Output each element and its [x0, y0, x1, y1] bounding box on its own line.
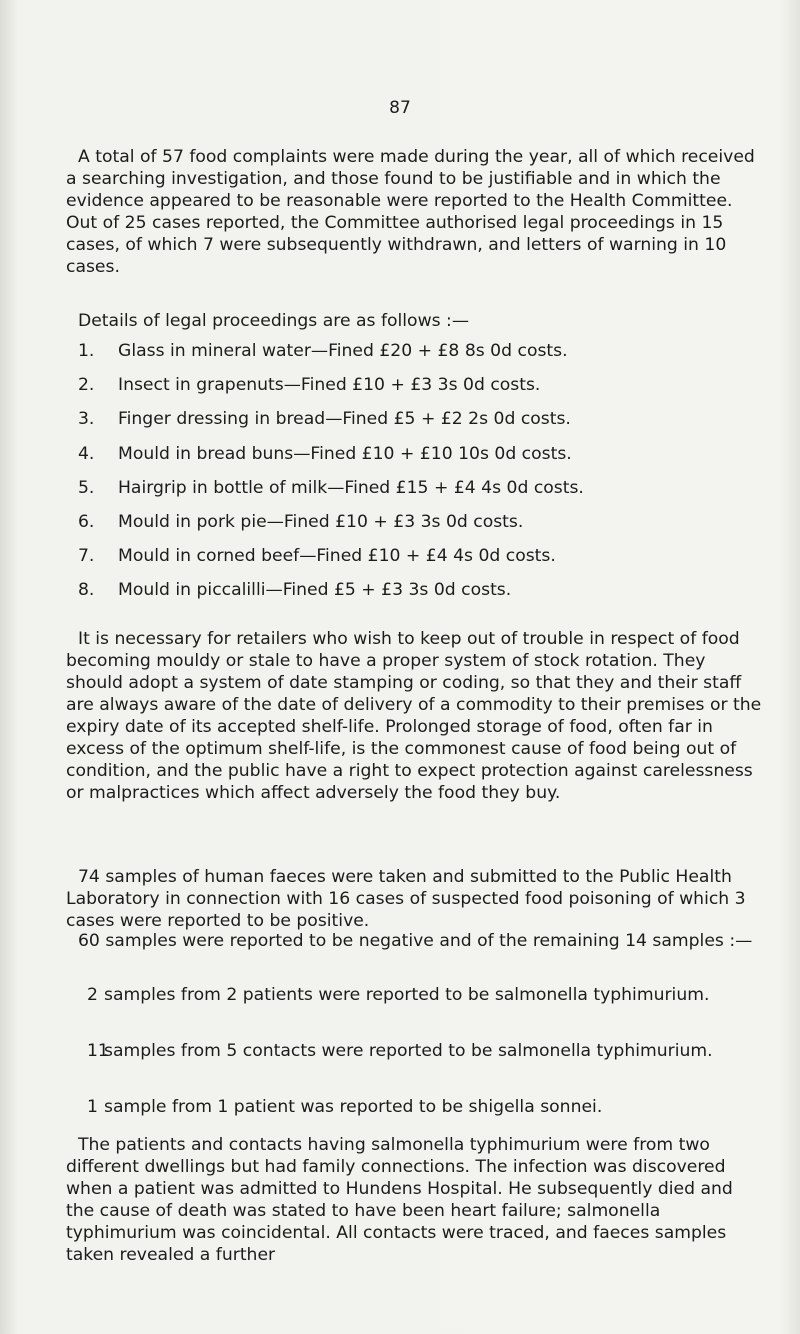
- sample-count: 11: [87, 1041, 109, 1061]
- sample-result-item: [87, 1096, 764, 1118]
- list-item: [78, 443, 584, 477]
- paragraph-stock-rotation: It is necessary for retailers who wish to keep out of trouble in respect of food becoming mouldy or stale to have a proper system of stock rotation. They should adopt a system of date stamping or coding, so that they and their staff are always aware of the date of delivery of a commodity to their premises or the expiry date of its accepted shelf-life. Prolonged storage of food, often far in excess of the optimum shelf-life, is the commonest cause of food being out of condition, and the public have a right to expect protection against carelessness or malpractices which affect adversely the food they buy.: [66, 629, 762, 803]
- paragraph-food-complaints: A total of 57 food complaints were made during the year, all of which received a searching investigation, and those found to be justifiable and in which the evidence appeared to be reasonable were reported to the Health Committee. Out of 25 cases reported, the Committee authorised legal proceedings in 15 cases, of which 7 were subsequently withdrawn, and letters of warning in 10 cases.: [66, 147, 755, 277]
- item-text: Glass in mineral water—Fined £20 + £8 8s 0d costs.: [118, 341, 568, 361]
- legal-proceedings-list: [78, 340, 584, 614]
- list-item: [78, 477, 584, 511]
- list-item: [78, 511, 584, 545]
- list-item: [78, 408, 584, 442]
- item-number: 8.: [78, 580, 95, 601]
- item-number: 7.: [78, 546, 95, 567]
- item-number: 5.: [78, 477, 95, 498]
- item-text: Mould in pork pie—Fined £10 + £3 3s 0d costs.: [118, 511, 524, 532]
- item-number: 3.: [78, 409, 95, 430]
- item-text: Mould in corned beef—Fined £10 + £4 4s 0d costs.: [118, 546, 556, 567]
- list-item: [78, 374, 584, 408]
- item-number: 6.: [78, 511, 95, 532]
- item-text: Mould in bread buns—Fined £10 + £10 10s 0d costs.: [118, 443, 572, 464]
- item-text: Hairgrip in bottle of milk—Fined £15 + £4 4s 0d costs.: [118, 477, 584, 498]
- item-text: Finger dressing in bread—Fined £5 + £2 2s 0d costs.: [118, 409, 571, 430]
- list-item: [78, 579, 584, 613]
- list-item: [78, 340, 584, 374]
- page-number: 87: [389, 98, 411, 118]
- sample-count: 2: [87, 985, 98, 1005]
- sample-text: sample from 1 patient was reported to be shigella sonnei.: [104, 1097, 603, 1117]
- sample-text: samples from 5 contacts were reported to be salmonella typhimurium.: [104, 1041, 713, 1061]
- details-heading: Details of legal proceedings are as follows :—: [78, 311, 470, 331]
- item-number: 4.: [78, 443, 95, 464]
- sample-result-item: [87, 984, 764, 1006]
- sample-text: samples from 2 patients were reported to be salmonella typhimurium.: [104, 985, 710, 1005]
- paragraph-faeces-samples: 74 samples of human faeces were taken and submitted to the Public Health Laboratory in connection with 16 cases of suspected food poisoning of which 3 cases were reported to be positive.: [66, 867, 746, 931]
- item-number: 1.: [78, 341, 95, 361]
- sample-result-item: [87, 1040, 764, 1062]
- paragraph-patients-contacts: The patients and contacts having salmonella typhimurium were from two different dwellings but had family connections. The infection was discovered when a patient was admitted to Hundens Hospital. He subsequently died and the cause of death was stated to have been heart failure; salmonella typhimurium was coincidental. All contacts were traced, and faeces samples taken revealed a further: [66, 1135, 733, 1265]
- list-item: [78, 545, 584, 579]
- item-number: 2.: [78, 375, 95, 396]
- item-text: Insect in grapenuts—Fined £10 + £3 3s 0d costs.: [118, 375, 541, 396]
- paragraph-negative-samples: 60 samples were reported to be negative and of the remaining 14 samples :—: [78, 931, 753, 951]
- sample-count: 1: [87, 1097, 98, 1117]
- item-text: Mould in piccalilli—Fined £5 + £3 3s 0d costs.: [118, 580, 512, 601]
